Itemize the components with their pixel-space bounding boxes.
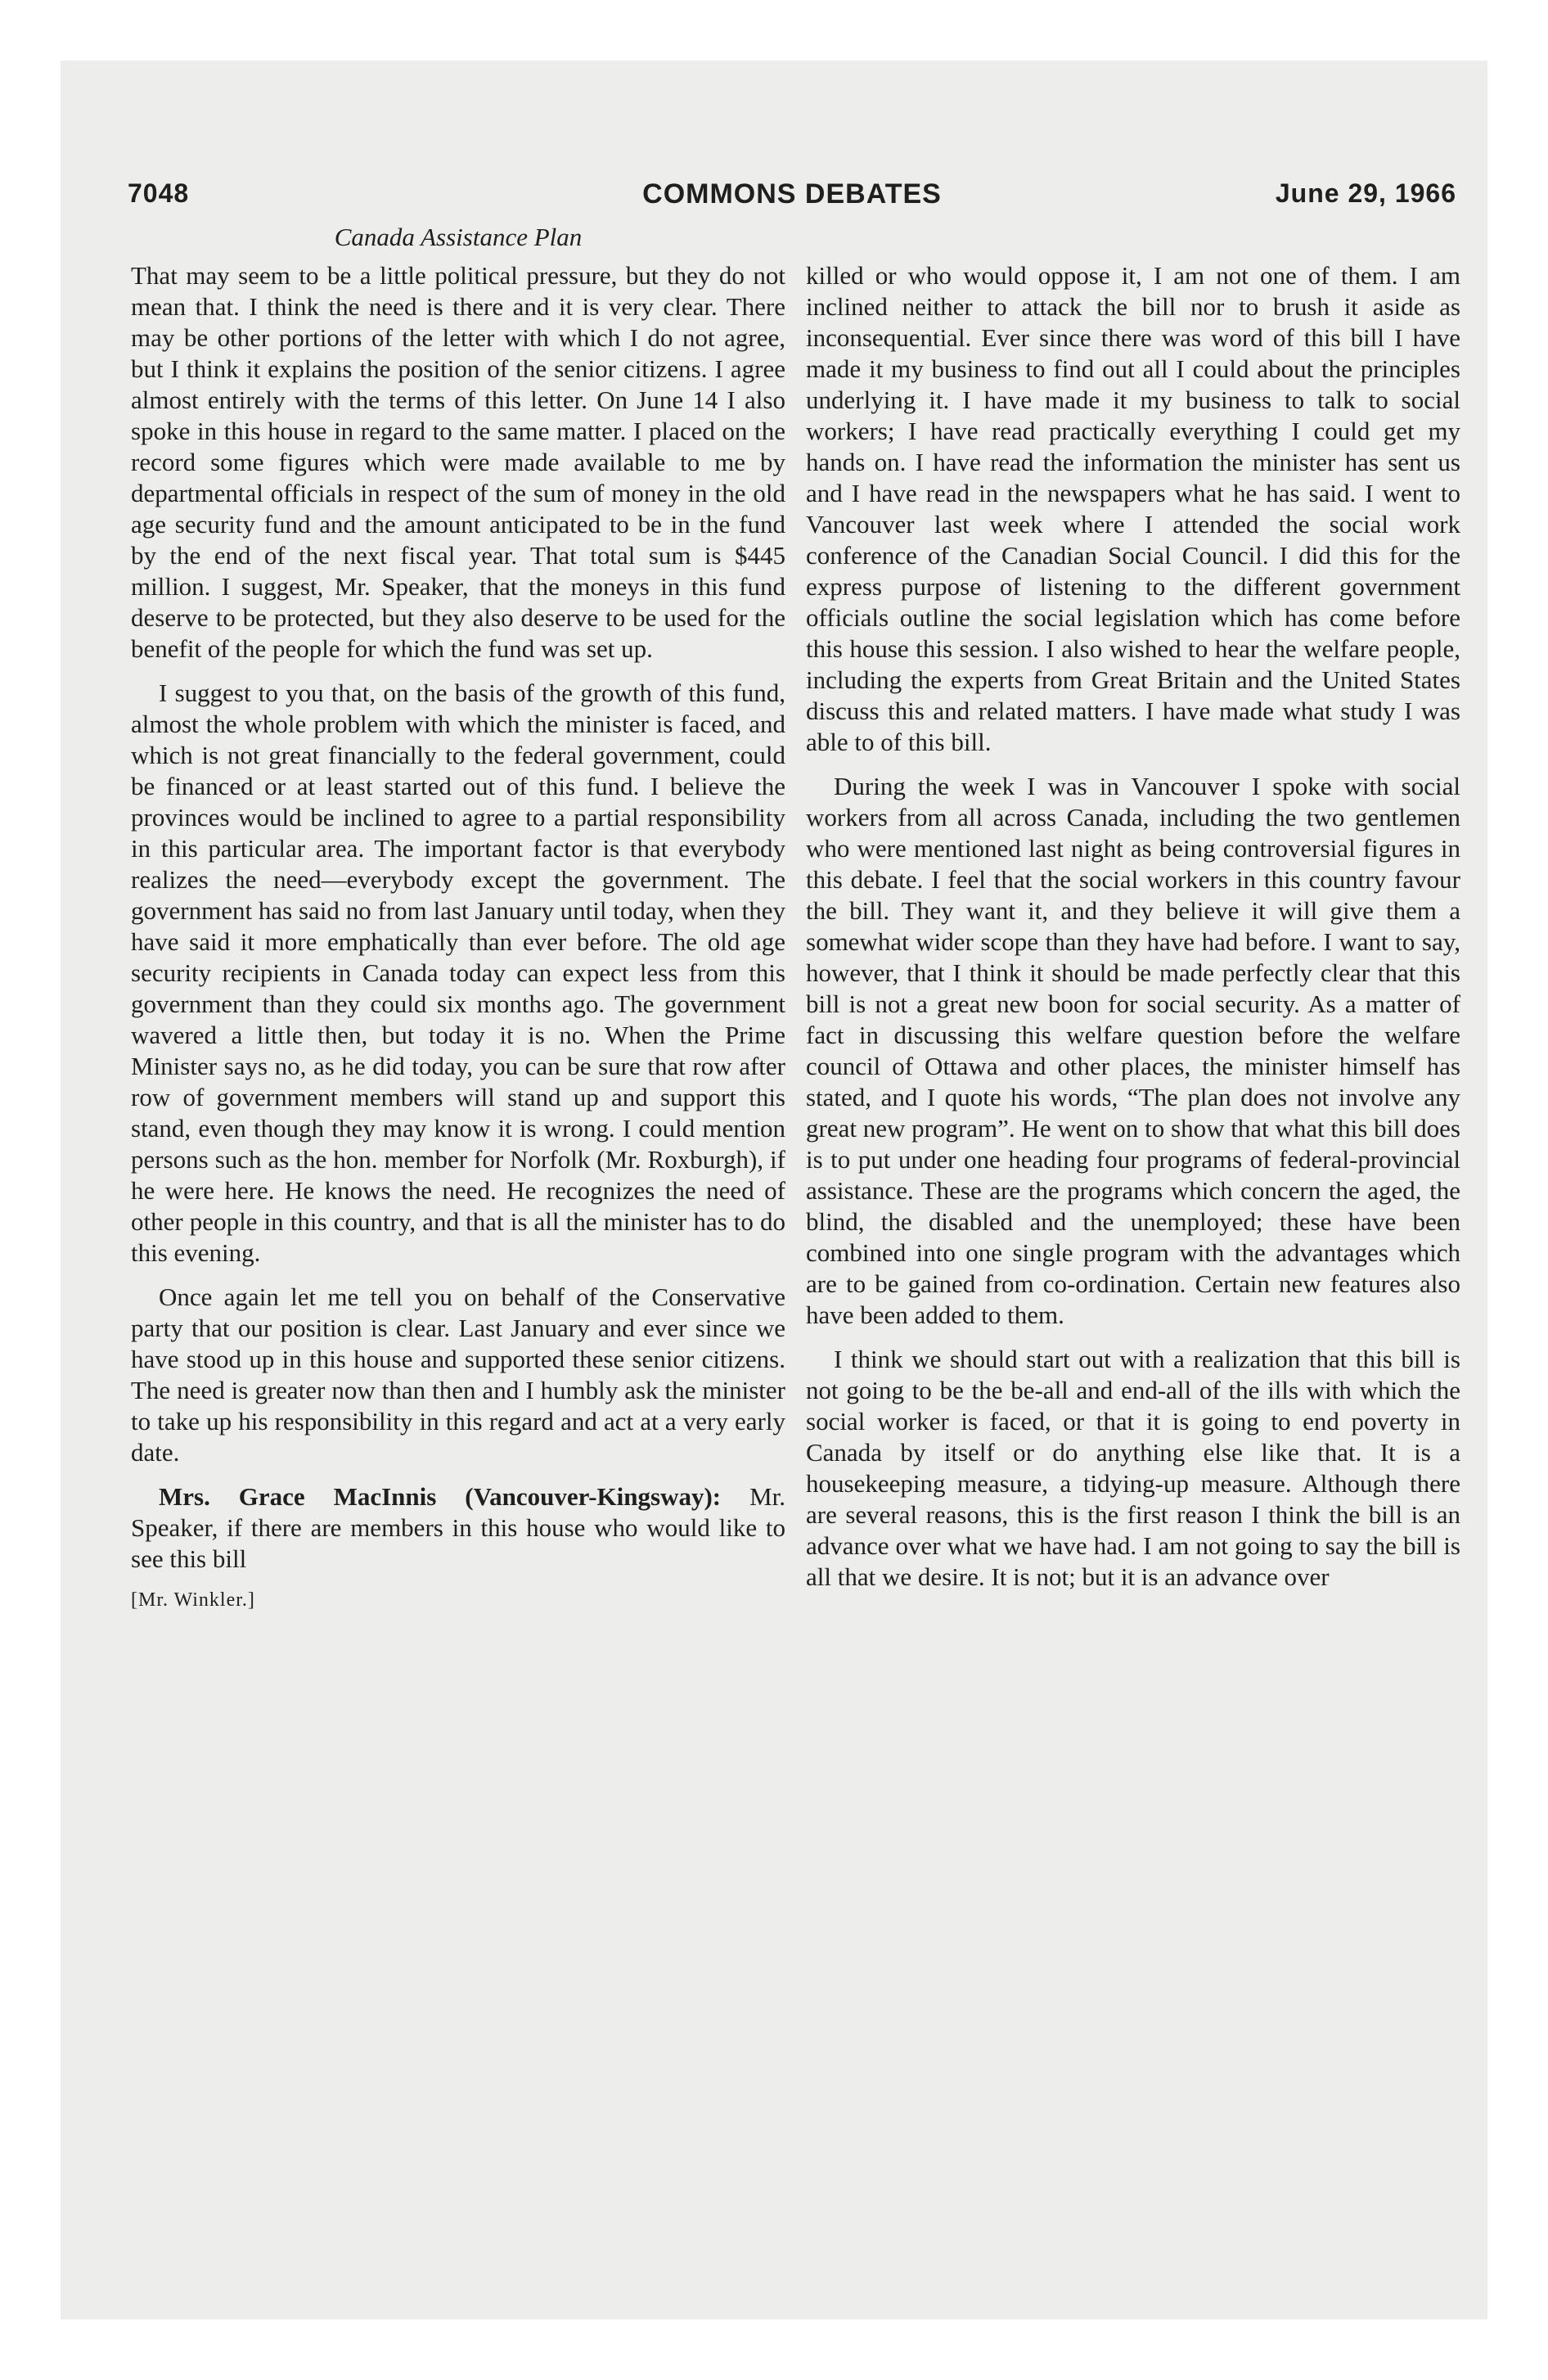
- column-footnote: [Mr. Winkler.]: [131, 1589, 255, 1611]
- left-paragraph-2: I suggest to you that, on the basis of the growth of this fund, almost the whole problem with which the minister is faced, and which is not great financially to the federal government, could be financed or at least started out of this fund. I believe the provinces would be inclined to agree to a partial responsibility in this particular area. The important factor is that everybody realizes the need—everybody except the government. The government has said no from last January until today, when they have said it more emphatically than ever before. The old age security recipients in Canada today can expect less from this government than they could six months ago. The government wavered a little then, but today it is no. When the Prime Minister says no, as he did today, you can be sure that row after row of government members will stand up and support this stand, even though they may know it is wrong. I could mention persons such as the hon. member for Norfolk (Mr. Roxburgh), if he were here. He knows the need. He recognizes the need of other people in this country, and that is all the minister has to do this evening.: [131, 678, 785, 1267]
- speaker-remarks: Mr. Speaker, if there are members in this house who would like to see this bill: [131, 1482, 786, 1573]
- left-paragraph-3: Once again let me tell you on behalf of the Conservative party that our position is clear. Last January and ever since we have stood up in this house and supported these senior citizens. The need is greater now than then and I humbly ask the minister to take up his responsibility in this regard and act at a very early date.: [131, 1282, 785, 1467]
- speaker-name: Mrs. Grace MacInnis (Vancouver-Kingsway):: [159, 1482, 722, 1511]
- left-paragraph-1: That may seem to be a little political pressure, but they do not mean that. I think the need is there and it is very clear. There may be other portions of the letter with which I do not agree, but I think it explains the position of the senior citizens. I agree almost entirely with the terms of this letter. On June 14 I also spoke in this house in regard to the same matter. I placed on the record some figures which were made available to me by departmental officials in respect of the sum of money in the old age security fund and the amount anticipated to be in the fund by the end of the next fiscal year. That total sum is $445 million. I suggest, Mr. Speaker, that the moneys in this fund deserve to be protected, but they also deserve to be used for the benefit of the people for which the fund was set up.: [131, 261, 785, 663]
- page-date: June 29, 1966: [1275, 178, 1456, 208]
- right-paragraph-3: I think we should start out with a realization that this bill is not going to be the be-all and end-all of the ills with which the social worker is faced, or that it is going to end poverty in Canada by itself or do anything else like that. It is a housekeeping measure, a tidying-up measure. Although there are several reasons, this is the first reason I think the bill is an advance over what we have had. I am not going to say the bill is all that we desire. It is not; but it is an advance over: [806, 1345, 1460, 1591]
- left-paragraph-4: [131, 1481, 785, 1575]
- page-header: [128, 178, 1456, 218]
- right-column: [806, 260, 1460, 1606]
- right-paragraph-2: During the week I was in Vancouver I spoke with social workers from all across Canada, including the two gentlemen who were mentioned last night as being controversial figures in this debate. I feel that the social workers in this country favour the bill. They want it, and they believe it will give them a somewhat wider scope than they have had before. I want to say, however, that I think it should be made perfectly clear that this bill is not a great new boon for social security. As a matter of fact in discussing this welfare question before the welfare council of Ottawa and other places, the minister himself has stated, and I quote his words, “The plan does not involve any great new program”. He went on to show that what this bill does is to put under one heading four programs of federal-provincial assistance. These are the programs which concern the aged, the blind, the disabled and the unemployed; these have been combined into one single program with the advantages which are to be gained from co-ordination. Certain new features also have been added to them.: [806, 772, 1460, 1329]
- publication-title: COMMONS DEBATES: [642, 178, 942, 210]
- right-paragraph-1: killed or who would oppose it, I am not one of them. I am inclined neither to attack the bill nor to brush it aside as inconsequential. Ever since there was word of this bill I have made it my business to find out all I could about the principles underlying it. I have made it my business to talk to social workers; I have read practically everything I could get my hands on. I have read the information the minister has sent us and I have read in the newspapers what he has said. I went to Vancouver last week where I attended the social work conference of the Canadian Social Council. I did this for the express purpose of listening to the different government officials outline the social legislation which has come before this house this session. I also wished to hear the welfare people, including the experts from Great Britain and the United States discuss this and related matters. I have made what study I was able to of this bill.: [806, 261, 1460, 756]
- running-subject: Canada Assistance Plan: [334, 223, 583, 251]
- page-number: 7048: [128, 178, 190, 208]
- left-column: [131, 260, 785, 1612]
